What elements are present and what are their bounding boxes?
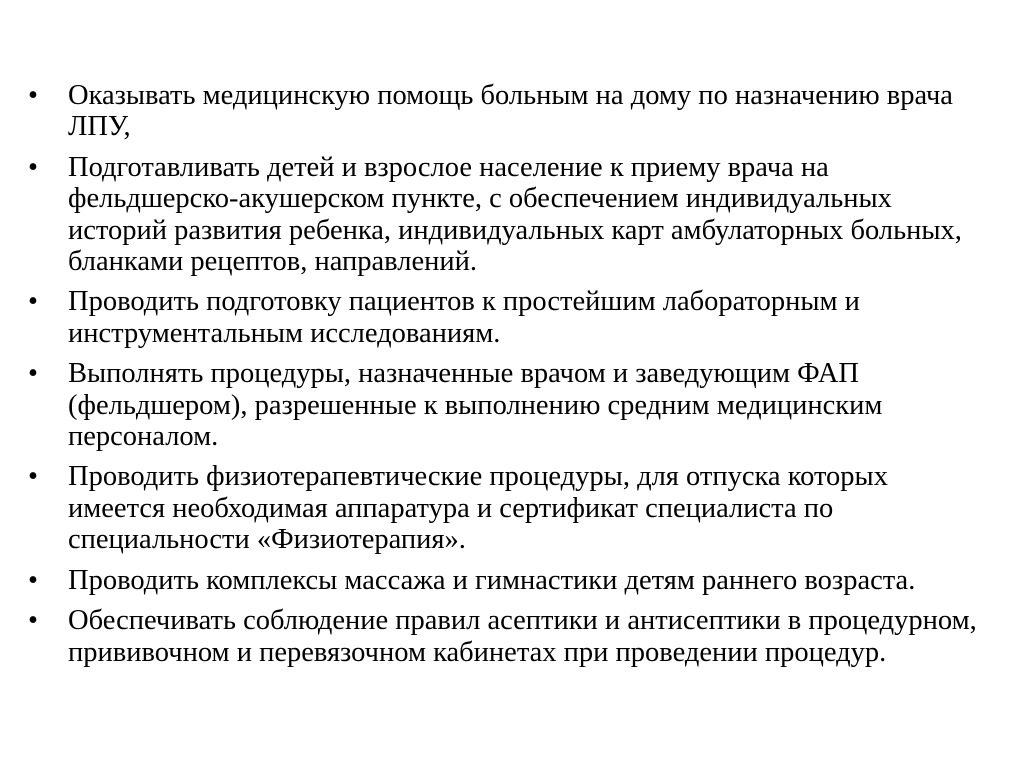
bullet-text: Оказывать медицинскую помощь больным на дому по назначению врача ЛПУ,	[68, 80, 953, 143]
bullet-dot-icon: •	[28, 286, 38, 318]
bullet-item-6	[28, 565, 988, 596]
bullet-dot-icon: •	[28, 151, 38, 183]
duties-bullet-list	[28, 80, 988, 677]
bullet-text: Выполнять процедуры, назначенные врачом и заведующим ФАП (фельдшером), разрешенные к выполнению средним медицинским персоналом.	[68, 358, 883, 453]
bullet-dot-icon: •	[28, 80, 38, 111]
bullet-text: Обеспечивать соблюдение правил асептики и антисептики в процедурном, прививочном и перевязочном кабинетах при проведении процедур.	[68, 605, 977, 668]
bullet-dot-icon: •	[28, 605, 38, 637]
bullet-item-5	[28, 461, 988, 555]
bullet-text: Подготавливать детей и взрослое население к приему врача на фельдшерско-акушерском пункте, с обеспечением индивидуальных историй развития ребенка, индивидуальных карт амбулаторных больных, бланками рецептов, направлений.	[68, 151, 962, 278]
bullet-item-2	[28, 152, 988, 278]
bullet-item-3	[28, 286, 988, 349]
bullet-dot-icon: •	[28, 564, 38, 596]
bullet-text: Проводить подготовку пациентов к простейшим лабораторным и инструментальным исследованиям.	[68, 286, 860, 349]
bullet-item-1	[28, 80, 988, 143]
bullet-dot-icon: •	[28, 461, 38, 493]
bullet-text: Проводить физиотерапевтические процедуры, для отпуска которых имеется необходимая аппаратура и сертификат специалиста по специальности «Физиотерапия».	[68, 461, 888, 556]
bullet-text: Проводить комплексы массажа и гимнастики детям раннего возраста.	[68, 564, 916, 596]
bullet-item-4	[28, 358, 988, 452]
bullet-item-7	[28, 605, 988, 668]
bullet-dot-icon: •	[28, 358, 38, 390]
